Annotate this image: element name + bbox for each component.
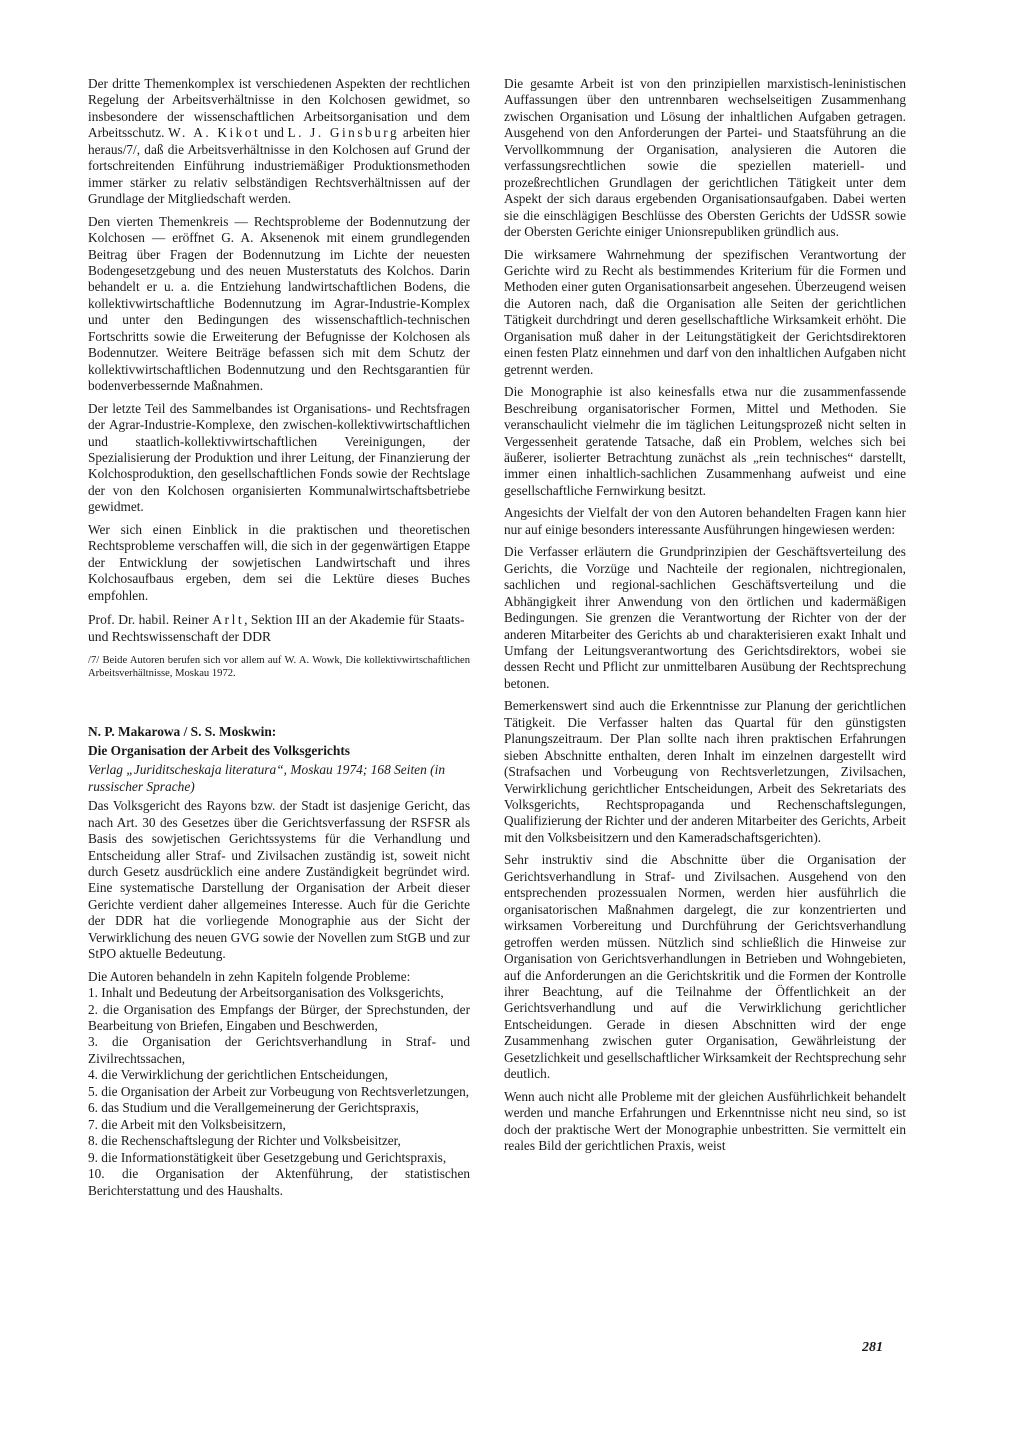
list-item: 5. die Organisation der Arbeit zur Vorbeugung von Rechtsverletzungen, — [88, 1083, 470, 1099]
paragraph: Angesichts der Vielfalt der von den Autoren behandelten Fragen kann hier nur auf einige besonders interessante Ausführungen hingewiesen werden: — [504, 505, 906, 537]
paragraph: Der dritte Themenkomplex ist verschiedenen Aspekten der rechtlichen Regelung der Arbeitsverhältnisse in den Kolchosen gewidmet, so insbesondere der wissenschaftlichen Arbeitsorganisation und dem Arbeitsschutz. W. A. Kikot und L. J. Ginsburg arbeiten hier heraus/7/, daß die Arbeitsverhältnisse in den Kolchosen auf Grund der fortschreitenden Einführung industriemäßiger Produktionsmethoden immer stärker zu relativ selbständigen Rechtsverhältnissen auf der Grundlage der Mitgliedschaft werden. — [88, 76, 471, 207]
list-intro: Die Autoren behandeln in zehn Kapiteln folgende Probleme: — [88, 968, 411, 984]
list-item: 2. die Organisation des Empfangs der Bürger, der Sprechstunden, der Bearbeitung von Briefen, Eingaben und Beschwerden, — [88, 1001, 470, 1034]
list-item: 10. die Organisation der Aktenführung, der statistischen Berichterstattung und des Haushalts. — [88, 1166, 470, 1198]
review-authors: N. P. Makarowa / S. S. Moskwin: — [88, 724, 277, 740]
paragraph: Die Monographie ist also keinesfalls etwa nur die zusammenfassende Beschreibung organisatorischer Formen, Mittel und Methoden. Sie veranschaulicht vielmehr die im täglichen Leitungsprozeß nicht selten in Vergessenheit geratende Tatsache, daß ein Problem, welches sich bei äußerer, isolierter Betrachtung zunächst als „rein technisches“ darstellt, immer einen inhaltlich-sachlichen Zusammenhang aufweist und eine gesellschaftliche Fernwirkung besitzt. — [504, 384, 906, 498]
list-item: 4. die Verwirklichung der gerichtlichen Entscheidungen, — [88, 1067, 388, 1083]
list-item: 8. die Rechenschaftslegung der Richter und Volksbeisitzer, — [88, 1133, 401, 1149]
list-item: 9. die Informationstätigkeit über Gesetzgebung und Gerichtspraxis, — [88, 1149, 447, 1165]
paragraph: Wenn auch nicht alle Probleme mit der gleichen Ausführlichkeit behandelt werden und manche Erfahrungen und Erkenntnisse nicht neu sind, so ist doch der praktische Wert der Monographie unbestritten. Sie vermittelt ein reales Bild der gerichtlichen Praxis, weist — [504, 1088, 906, 1154]
list-item: 1. Inhalt und Bedeutung der Arbeitsorganisation des Volksgerichts, — [88, 985, 444, 1001]
paragraph: Die gesamte Arbeit ist von den prinzipiellen marxistisch-leninistischen Auffassungen über den untrennbaren wechselseitigen Zusammenhang zwischen Organisation und Lösung der inhaltlichen Aufgaben getragen. Ausgehend von den Anforderungen der Partei- und Staatsführung an die Vervollkommnung der Organisation, analysieren die Autoren die verfassungsrechtlichen sowie die speziellen materiell- und prozeßrechtlichen Grundlagen der gerichtlichen Tätigkeit unter dem Aspekt der sich daraus ergebenden Organisationsaufgaben. Dabei werten sie die einschlägigen Beschlüsse des Obersten Gerichts der UdSSR sowie der Obersten Gerichte einiger Unionsrepubliken gründlich aus. — [504, 76, 906, 240]
paragraph: Wer sich einen Einblick in die praktischen und theoretischen Rechtsprobleme verschaffen will, die sich in der gegenwärtigen Etappe der Entwicklung der sowjetischen Landwirtschaft und ihres Kolchosaufbaus ergeben, dem sei die Lektüre dieses Buches empfohlen. — [88, 521, 470, 603]
signature: Prof. Dr. habil. Reiner Arlt, Sektion III an der Akademie für Staats- und Rechtswissenschaft der DDR — [88, 612, 465, 644]
list-item: 7. die Arbeit mit den Volksbeisitzern, — [88, 1116, 286, 1132]
paragraph: Das Volksgericht des Rayons bzw. der Stadt ist dasjenige Gericht, das nach Art. 30 des Gesetzes über die Gerichtsverfassung der RSFSR als Basis des sowjetischen Gerichtssystems für die Verhandlung und Entscheidung aller Straf- und Zivilsachen zuständig ist, soweit nicht durch Gesetz ausdrücklich eine andere Zuständigkeit begründet wird. Eine systematische Darstellung der Organisation der Arbeit dieser Gerichte verdient daher allgemeines Interesse. Auch für die Gerichte der DDR hat die vorliegende Monographie aus der Sicht der Verwirklichung des neuen GVG sowie der Novellen zum StGB und zur StPO aktuelle Bedeutung. — [88, 798, 470, 962]
review-publisher: Verlag „Juriditscheskaja literatura“, Moskau 1974; 168 Seiten (in russischer Sprache) — [88, 762, 446, 794]
chapter-list — [88, 985, 470, 1199]
paragraph: Die Verfasser erläutern die Grundprinzipien der Geschäftsverteilung des Gerichts, die Vorzüge und Nachteile der regionalen, nichtregionalen, sachlichen und regional-sachlichen Geschäftsverteilung und die Abhängigkeit ihrer Anwendung von den örtlichen und kadermäßigen Bedingungen. Sie grenzen die Verantwortung der Richter von der der anderen Mitarbeiter des Gerichts ab und charakterisieren exakt Inhalt und Umfang der Leitungsverantwortung des Gerichtsdirektors, wobei sie dessen Recht und Pflicht zur unmittelbaren Ausübung der Rechtsprechung betonen. — [504, 544, 906, 691]
list-item: 3. die Organisation der Gerichtsverhandlung in Straf- und Zivilrechtssachen, — [88, 1034, 470, 1066]
left-column — [88, 76, 470, 1199]
footnote: /7/ Beide Autoren berufen sich vor allem auf W. A. Wowk, Die kollektivwirtschaftlichen Arbeitsverhältnisse, Moskau 1972. — [88, 655, 470, 679]
paragraph: Bemerkenswert sind auch die Erkenntnisse zur Planung der gerichtlichen Tätigkeit. Die Verfasser halten das Quartal für den günstigsten Planungszeitraum. Der Plan sollte nach ihren praktischen Erfahrungen sieben Abschnitte enthalten, deren Inhalt im einzelnen dargestellt wird (Strafsachen und Vorbeugung von Rechtsverletzungen, Zivilsachen, Verwirklichung gerichtlicher Entscheidungen, Arbeit des Sekretariats des Volksgerichts, Rechtspropaganda und Rechenschaftslegungen, Qualifizierung der Richter und der anderen Mitarbeiter des Gerichts, Arbeit mit den Volksbeisitzern und den Kameradschaftsgerichten). — [504, 698, 906, 845]
list-item: 6. das Studium und die Verallgemeinerung der Gerichtspraxis, — [88, 1100, 419, 1116]
paragraph: Die wirksamere Wahrnehmung der spezifischen Verantwortung der Gerichte wird zu Recht als bestimmendes Kriterium für die Formen und Methoden einer guten Organisationsarbeit angesehen. Überzeugend weisen die Autoren nach, daß die Organisation alle Seiten der gerichtlichen Tätigkeit durchdringt und deren gesellschaftliche Wirksamkeit erhöht. Die Organisation muß daher in der Leitungstätigkeit der Gerichtsdirektoren einen festen Platz einnehmen und darf von den inhaltlichen Aufgaben nicht getrennt werden. — [504, 246, 906, 377]
paragraph: Der letzte Teil des Sammelbandes ist Organisations- und Rechtsfragen der Agrar-Industrie-Komplexe, den zwischen-kollektivwirtschaftlichen und staatlich-kollektivwirtschaftlichen Vereinigungen, der Spezialisierung der Produktion und ihrer Leitung, der Finanzierung der Kolchosproduktion, den gesellschaftlichen Fonds sowie der Rechtslage der von den Kolchosen organisierten Kommunalwirtschaftsbetriebe gewidmet. — [88, 400, 470, 515]
paragraph: Den vierten Themenkreis — Rechtsprobleme der Bodennutzung der Kolchosen — eröffnet G. A. Aksenenok mit einem grundlegenden Beitrag über Fragen der Bodennutzung im Lichte der neuesten Bodengesetzgebung und des neuen Musterstatuts des Kolchos. Darin behandelt er u. a. die Entziehung landwirtschaftlichen Bodens, die kollektivwirtschaftliche Bodennutzung im Agrar-Industrie-Komplex und unter den Bedingungen des wissenschaftlich-technischen Fortschritts sowie die Erweiterung der Befugnisse der Kolchosen als Bodennutzer. Weitere Beiträge befassen sich mit dem Schutz der kollektivwirtschaftlichen Bodennutzung und den Rechtsgarantien für bodenverbessernde Maßnahmen. — [88, 213, 470, 394]
right-column — [504, 76, 906, 1161]
page-number: 281 — [862, 1340, 883, 1355]
review-title: Die Organisation der Arbeit des Volksgerichts — [88, 742, 350, 758]
paragraph: Sehr instruktiv sind die Abschnitte über die Organisation der Gerichtsverhandlung in Straf- und Zivilsachen. Ausgehend von den entsprechenden prozessualen Normen, werden hier ausführlich die organisatorischen Maßnahmen dargelegt, die zur konzentrierten und wirksamen Vorbereitung und Durchführung der Gerichtsverhandlung getroffen werden müssen. Nützlich sind schließlich die Hinweise zur Organisation von Gerichtsverhandlungen in Betrieben und Wohngebieten, auf die Anforderungen an die Gerichtskritik und die Formen der Kontrolle ihrer Beachtung, auf die Teilnahme der Öffentlichkeit an der Gerichtsverhandlung und auf die Verwirklichung gerichtlicher Entscheidungen. Gerade in diesen Abschnitten wird der enge Zusammenhang zwischen guter Organisation, Gewährleistung der Gesetzlichkeit und gesellschaftlicher Wirksamkeit der Rechtsprechung sehr deutlich. — [504, 852, 906, 1082]
